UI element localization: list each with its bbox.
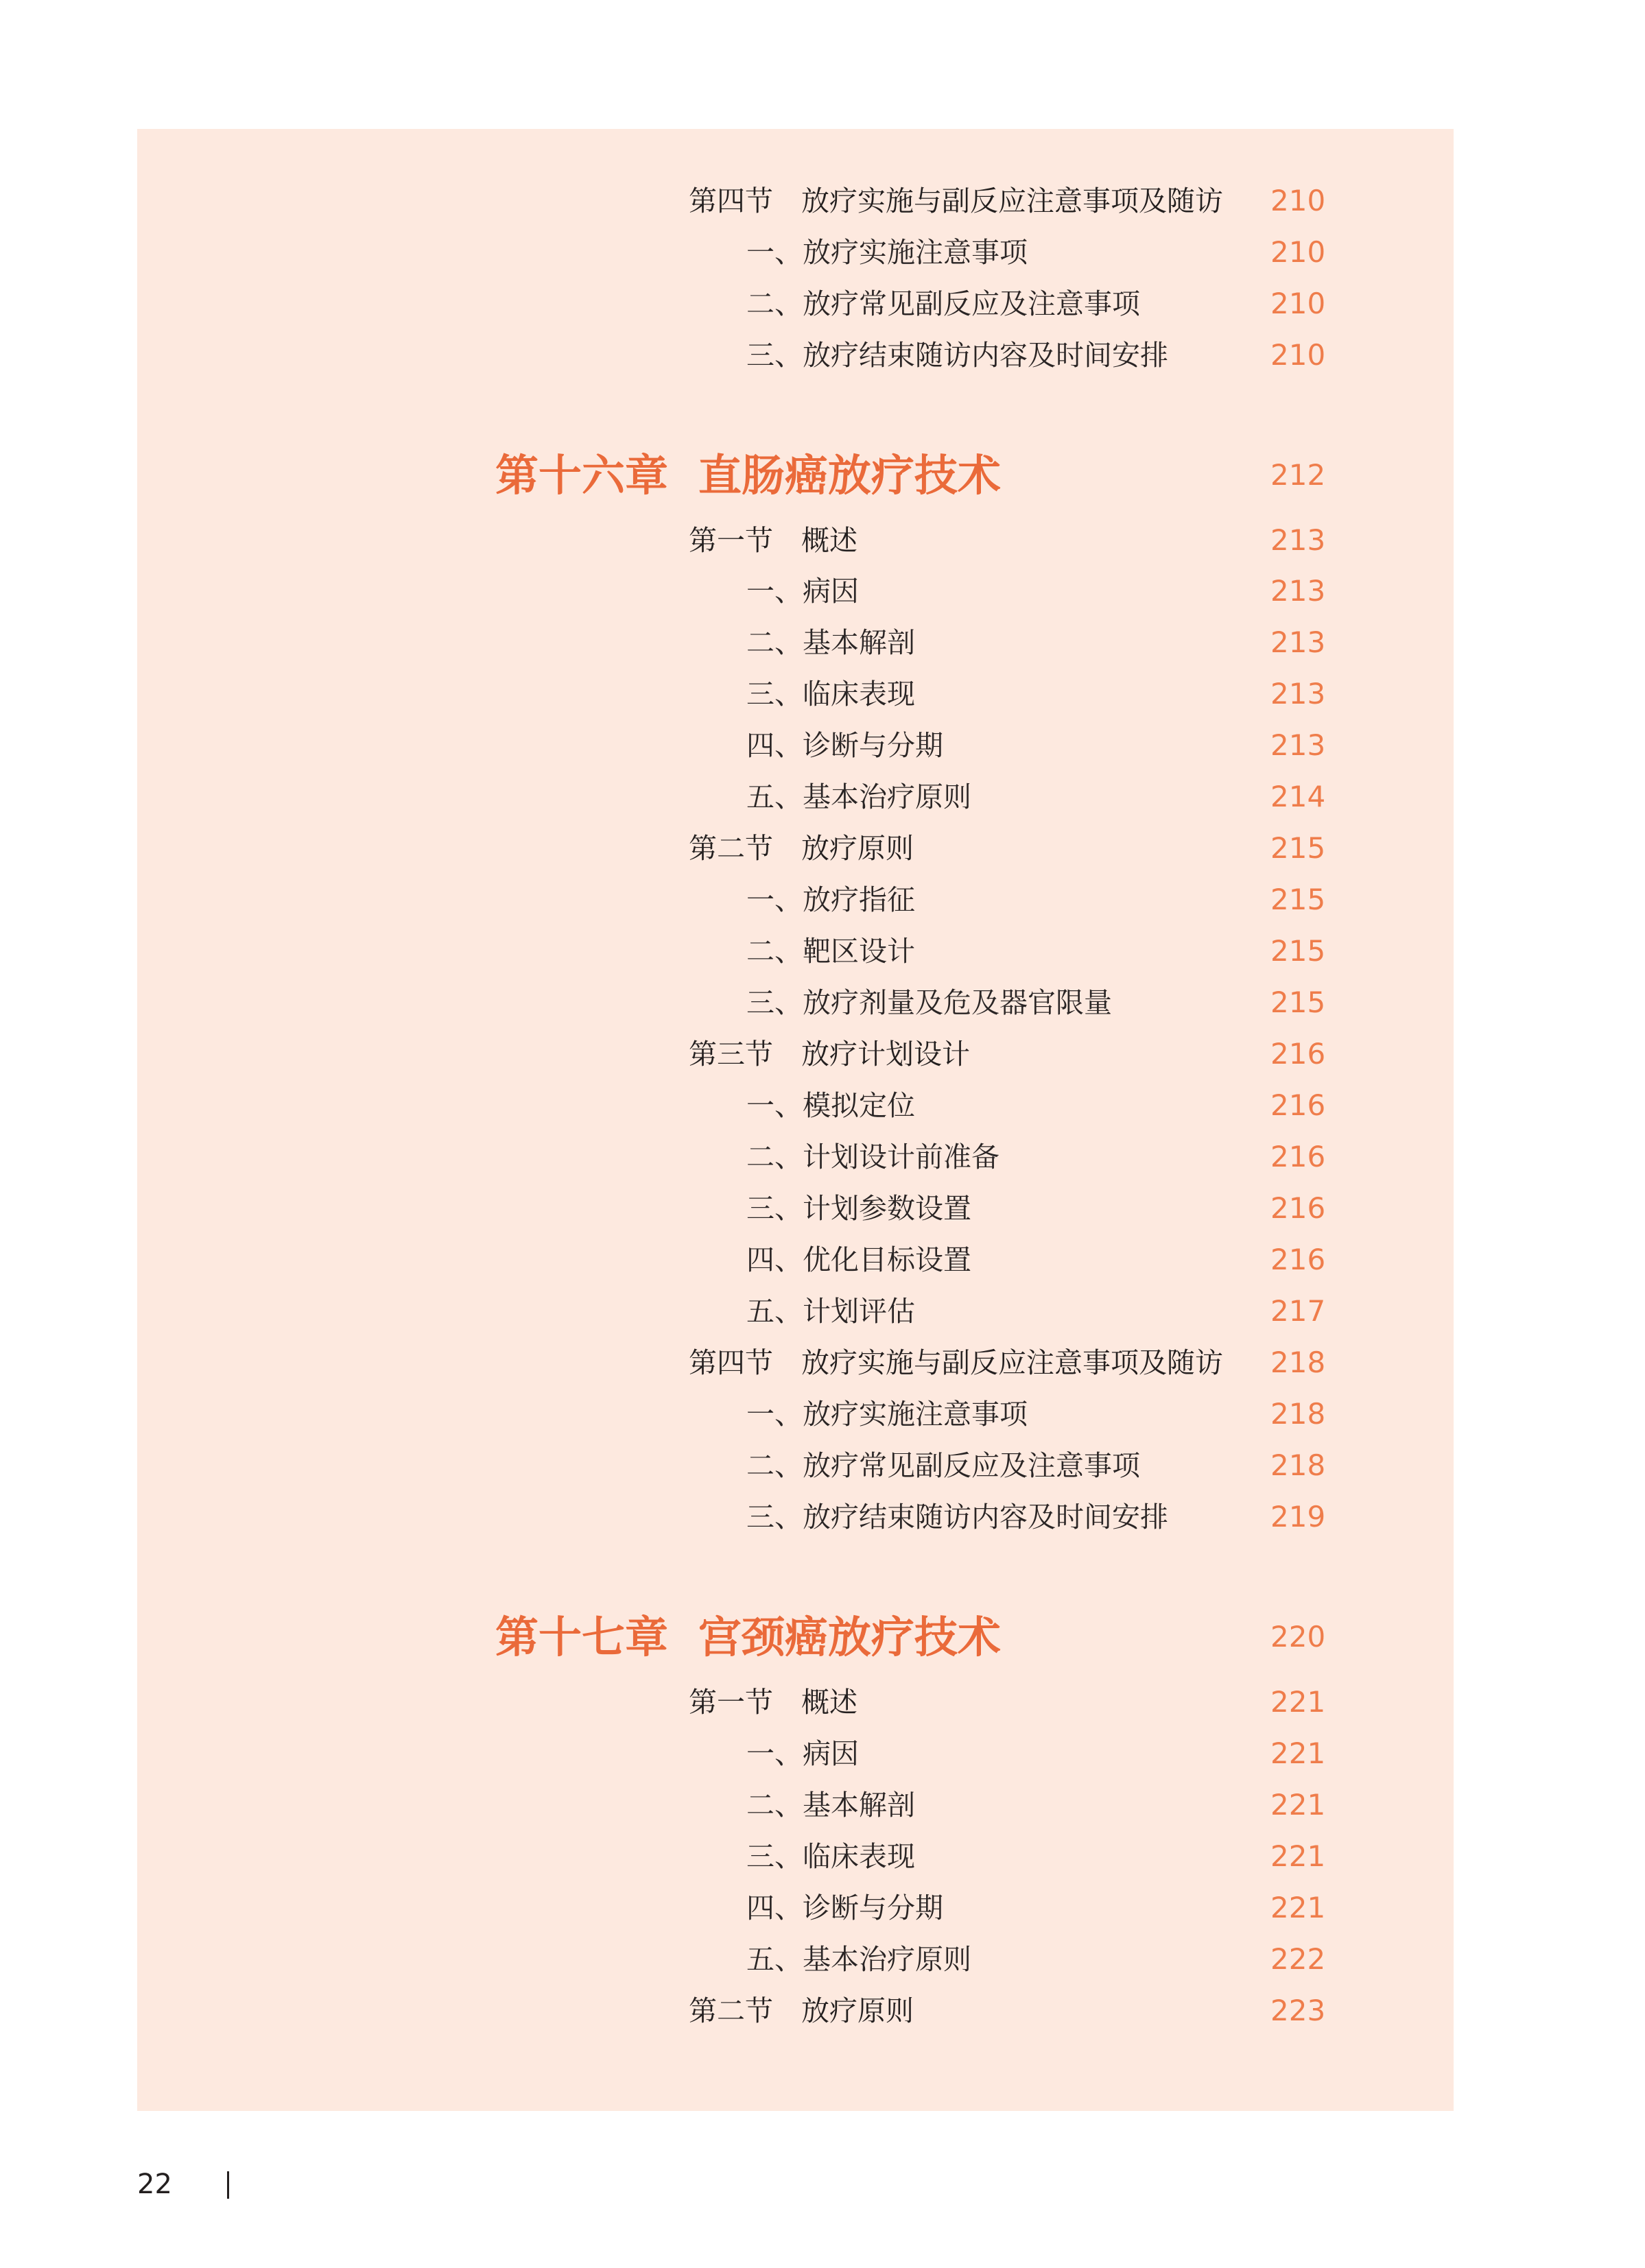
toc-page-number: 223 — [1270, 1994, 1326, 2027]
toc-page-number: 221 — [1270, 1891, 1326, 1924]
toc-page-number: 215 — [1270, 831, 1326, 865]
toc-item-entry[interactable] — [0, 1733, 1645, 1774]
toc-section-title: 第二节 放疗原则 — [689, 832, 914, 865]
toc-page-number: 216 — [1270, 1140, 1326, 1173]
toc-item-entry[interactable] — [0, 1836, 1645, 1877]
toc-section-entry[interactable] — [0, 1342, 1645, 1383]
toc-page-number: 213 — [1270, 677, 1326, 711]
toc-page-number: 222 — [1270, 1942, 1326, 1976]
toc-page-number: 221 — [1270, 1788, 1326, 1822]
toc-page-number: 216 — [1270, 1088, 1326, 1122]
toc-item-title: 四、诊断与分期 — [746, 1891, 943, 1924]
toc-item-entry[interactable] — [0, 1784, 1645, 1826]
toc-page-number: 215 — [1270, 883, 1326, 916]
toc-item-title: 三、临床表现 — [746, 1840, 915, 1873]
toc-section-entry[interactable] — [0, 828, 1645, 869]
toc-chapter-title: 第十七章 宫颈癌放疗技术 — [495, 1612, 1001, 1662]
toc-section-entry[interactable] — [0, 1990, 1645, 2031]
toc-page-number: 215 — [1270, 934, 1326, 968]
toc-item-title: 三、放疗剂量及危及器官限量 — [746, 986, 1112, 1019]
toc-item-title: 三、放疗结束随访内容及时间安排 — [746, 339, 1168, 372]
toc-item-entry[interactable] — [0, 1291, 1645, 1332]
toc-page-number: 213 — [1270, 728, 1326, 762]
toc-page-number: 213 — [1270, 625, 1326, 659]
toc-page-number: 210 — [1270, 235, 1326, 269]
toc-item-title: 一、病因 — [746, 1737, 859, 1770]
toc-page-number: 213 — [1270, 523, 1326, 557]
toc-section-entry[interactable] — [0, 1682, 1645, 1723]
toc-page-number: 221 — [1270, 1736, 1326, 1770]
toc-page-number: 221 — [1270, 1839, 1326, 1873]
toc-item-title: 三、计划参数设置 — [746, 1192, 971, 1225]
toc-item-entry[interactable] — [0, 1394, 1645, 1435]
toc-item-entry[interactable] — [0, 1887, 1645, 1929]
toc-item-title: 二、放疗常见副反应及注意事项 — [746, 1449, 1140, 1482]
toc-item-title: 二、基本解剖 — [746, 626, 915, 659]
toc-item-entry[interactable] — [0, 622, 1645, 663]
toc-page-number: 214 — [1270, 780, 1326, 813]
toc-item-entry[interactable] — [0, 571, 1645, 612]
toc-page-number: 217 — [1270, 1294, 1326, 1328]
toc-section-title: 第二节 放疗原则 — [689, 1994, 914, 2027]
toc-item-title: 一、放疗实施注意事项 — [746, 236, 1028, 269]
toc-page-number: 212 — [1270, 458, 1326, 492]
footer-page-number: 22 — [137, 2169, 172, 2200]
toc-item-entry[interactable] — [0, 1188, 1645, 1229]
toc-item-title: 三、放疗结束随访内容及时间安排 — [746, 1501, 1168, 1533]
toc-page-number: 215 — [1270, 986, 1326, 1019]
toc-section-title: 第一节 概述 — [689, 1686, 857, 1719]
toc-item-entry[interactable] — [0, 232, 1645, 273]
toc-item-entry[interactable] — [0, 776, 1645, 817]
toc-item-title: 二、放疗常见副反应及注意事项 — [746, 287, 1140, 320]
toc-item-title: 一、模拟定位 — [746, 1089, 915, 1122]
toc-item-title: 五、计划评估 — [746, 1295, 915, 1328]
toc-chapter-title: 第十六章 直肠癌放疗技术 — [495, 450, 1001, 501]
toc-item-title: 二、基本解剖 — [746, 1789, 915, 1822]
toc-page-number: 219 — [1270, 1500, 1326, 1533]
toc-item-entry[interactable] — [0, 879, 1645, 920]
toc-page-number: 218 — [1270, 1448, 1326, 1482]
toc-chapter-entry[interactable] — [0, 442, 1645, 508]
toc-item-entry[interactable] — [0, 1445, 1645, 1486]
toc-section-title: 第三节 放疗计划设计 — [689, 1038, 970, 1071]
toc-item-title: 一、放疗指征 — [746, 883, 915, 916]
toc-item-title: 四、诊断与分期 — [746, 729, 943, 762]
toc-item-entry[interactable] — [0, 1085, 1645, 1126]
toc-item-title: 三、临床表现 — [746, 678, 915, 711]
toc-item-title: 五、基本治疗原则 — [746, 780, 971, 813]
toc-item-entry[interactable] — [0, 982, 1645, 1023]
toc-item-title: 四、优化目标设置 — [746, 1243, 971, 1276]
toc-page-number: 216 — [1270, 1037, 1326, 1071]
toc-section-title: 第四节 放疗实施与副反应注意事项及随访 — [689, 1346, 1223, 1379]
toc-page-number: 218 — [1270, 1397, 1326, 1431]
toc-page-number: 210 — [1270, 184, 1326, 217]
toc-item-title: 二、靶区设计 — [746, 935, 915, 968]
footer-divider — [227, 2171, 229, 2199]
toc-item-title: 五、基本治疗原则 — [746, 1943, 971, 1976]
toc-page-number: 210 — [1270, 338, 1326, 372]
toc-item-title: 二、计划设计前准备 — [746, 1141, 999, 1173]
toc-chapter-entry[interactable] — [0, 1604, 1645, 1670]
toc-section-entry[interactable] — [0, 180, 1645, 222]
toc-page-number: 218 — [1270, 1346, 1326, 1379]
toc-item-entry[interactable] — [0, 1939, 1645, 1980]
toc-page-number: 220 — [1270, 1620, 1326, 1654]
toc-item-entry[interactable] — [0, 1239, 1645, 1280]
toc-section-title: 第四节 放疗实施与副反应注意事项及随访 — [689, 184, 1223, 217]
toc-item-entry[interactable] — [0, 1136, 1645, 1178]
toc-item-entry[interactable] — [0, 283, 1645, 324]
toc-page-number: 221 — [1270, 1685, 1326, 1719]
toc-page-number: 213 — [1270, 574, 1326, 608]
toc-section-entry[interactable] — [0, 1034, 1645, 1075]
toc-section-entry[interactable] — [0, 520, 1645, 561]
toc-item-entry[interactable] — [0, 1496, 1645, 1538]
toc-section-title: 第一节 概述 — [689, 524, 857, 557]
toc-item-title: 一、放疗实施注意事项 — [746, 1398, 1028, 1431]
toc-page-number: 216 — [1270, 1191, 1326, 1225]
toc-item-entry[interactable] — [0, 931, 1645, 972]
toc-item-entry[interactable] — [0, 673, 1645, 715]
toc-page-number: 210 — [1270, 287, 1326, 320]
toc-item-title: 一、病因 — [746, 575, 859, 608]
toc-item-entry[interactable] — [0, 335, 1645, 376]
toc-item-entry[interactable] — [0, 725, 1645, 766]
toc-page-number: 216 — [1270, 1243, 1326, 1276]
